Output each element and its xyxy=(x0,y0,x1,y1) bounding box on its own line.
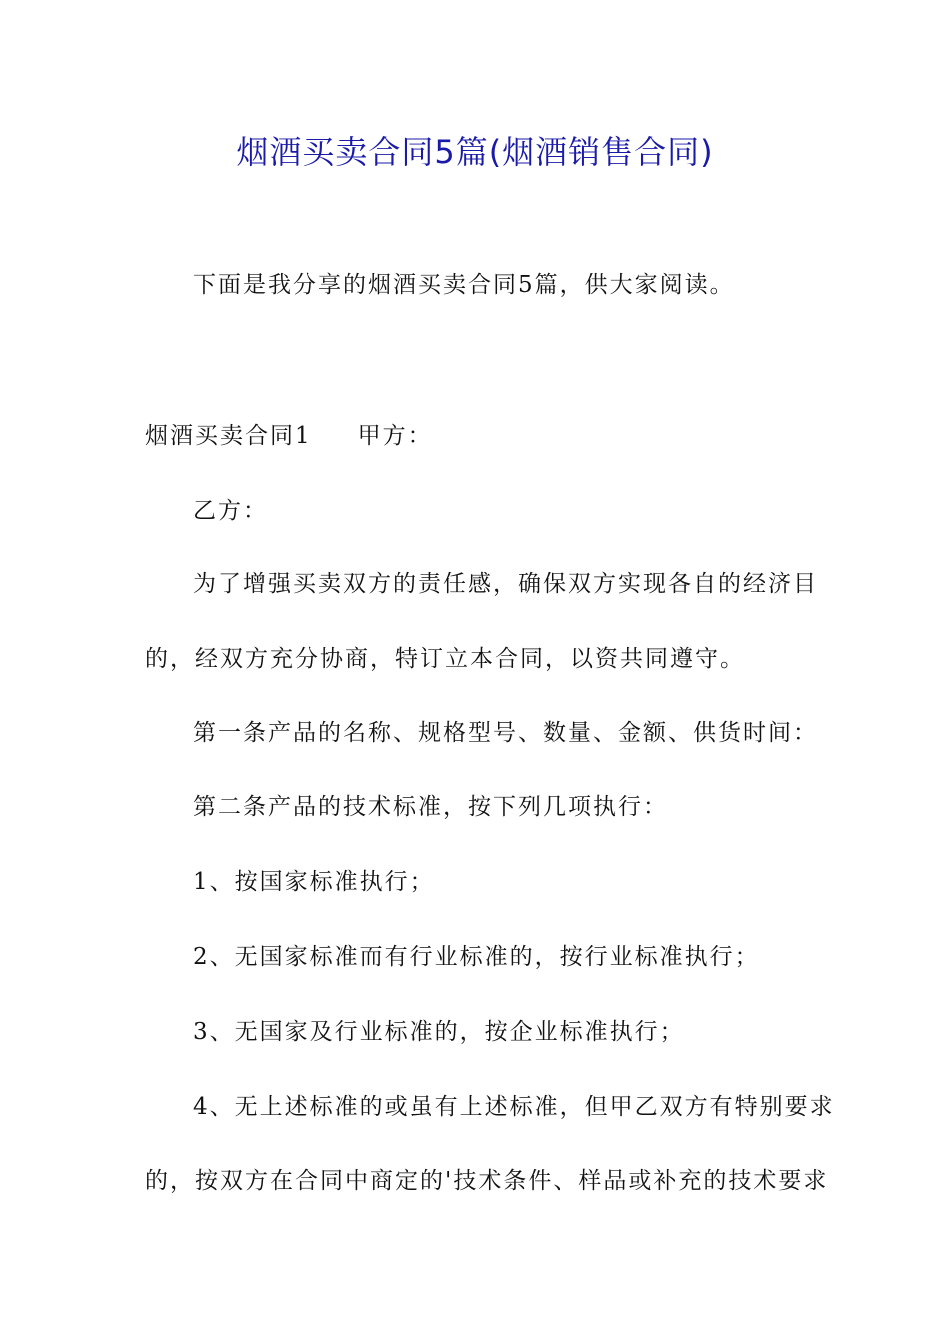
section-heading-line xyxy=(145,419,433,453)
paragraph-line: 为了增强买卖双方的责任感，确保双方实现各自的经济目 xyxy=(193,571,818,597)
article-one: 第一条产品的名称、规格型号、数量、金额、供货时间： xyxy=(193,720,818,746)
party-a-label: 甲方： xyxy=(357,423,433,449)
list-item: 2、无国家标准而有行业标准的，按行业标准执行； xyxy=(193,944,760,970)
list-item-continuation: 的，按双方在合同中商定的'技术条件、样品或补充的技术要求 xyxy=(145,1168,829,1194)
paragraph-line: 的，经双方充分协商，特订立本合同，以资共同遵守。 xyxy=(145,646,745,672)
section-heading: 烟酒买卖合同1 xyxy=(145,423,312,449)
article-two: 第二条产品的技术标准，按下列几项执行： xyxy=(193,794,668,820)
intro-paragraph: 下面是我分享的烟酒买卖合同5篇，供大家阅读。 xyxy=(193,272,735,298)
list-item: 4、无上述标准的或虽有上述标准，但甲乙双方有特别要求 xyxy=(193,1094,835,1120)
document-title: 烟酒买卖合同5篇(烟酒销售合同) xyxy=(236,133,714,171)
list-item: 1、按国家标准执行； xyxy=(193,869,435,895)
list-item: 3、无国家及行业标准的，按企业标准执行； xyxy=(193,1019,685,1045)
party-b-label: 乙方： xyxy=(193,498,268,524)
